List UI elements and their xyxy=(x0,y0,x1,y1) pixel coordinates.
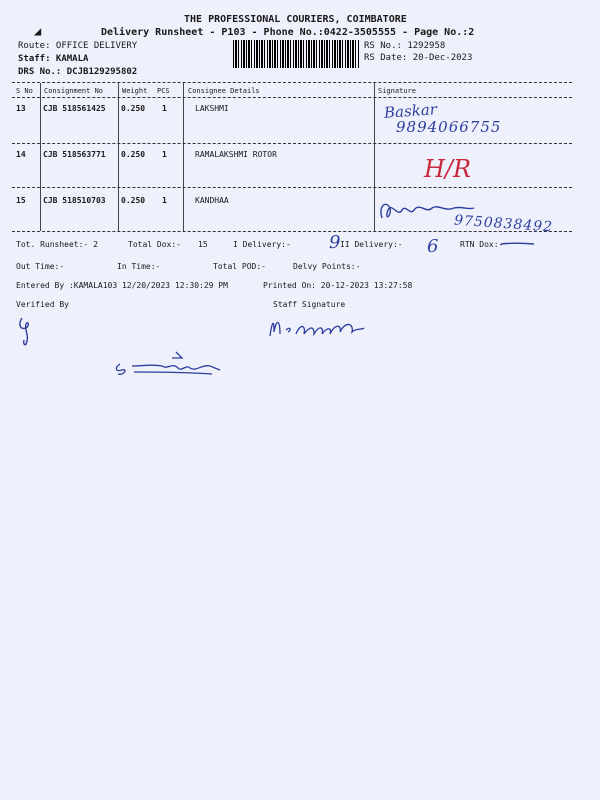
entered-by: Entered By :KAMALA103 12/20/2023 12:30:29 PM xyxy=(16,281,228,290)
row-rule xyxy=(12,143,572,144)
col-divider xyxy=(374,83,375,231)
row-pcs: 1 xyxy=(162,150,167,159)
handwritten-name: Baskar xyxy=(383,100,438,122)
delvy-points: Delvy Points:- xyxy=(293,262,361,271)
row-rule xyxy=(12,187,572,188)
total-dox-label: Total Dox:- xyxy=(128,240,181,249)
company-title: THE PROFESSIONAL COURIERS, COIMBATORE xyxy=(184,14,407,25)
rtn-dox-dash xyxy=(500,241,536,247)
ii-delivery-label: II Delivery:- xyxy=(340,240,403,249)
staff-label: Staff: KAMALA xyxy=(18,54,89,64)
runsheet-title: Delivery Runsheet - P103 - Phone No.:0422-3505555 - Page No.:2 xyxy=(101,27,475,38)
rs-number: RS No.: 1292958 xyxy=(364,41,446,51)
i-delivery-label: I Delivery:- xyxy=(233,240,291,249)
row-consignment: CJB 518563771 xyxy=(43,150,106,159)
total-pod: Total POD:- xyxy=(213,262,266,271)
verified-by-label: Verified By xyxy=(16,300,69,309)
row-weight: 0.250 xyxy=(121,104,146,113)
col-divider xyxy=(40,83,41,231)
col-header-sno: S No xyxy=(16,87,33,95)
in-time: In Time:- xyxy=(117,262,161,271)
staff-signature-label: Staff Signature xyxy=(273,300,346,309)
tot-runsheet: Tot. Runsheet:- 2 xyxy=(16,240,98,249)
table-header-rule xyxy=(12,97,572,98)
col-header-pcs: PCS xyxy=(157,87,170,95)
row-sno: 13 xyxy=(16,104,26,113)
rtn-dox-label: RTN Dox:- xyxy=(460,240,504,249)
row-weight: 0.250 xyxy=(121,150,146,159)
handwritten-phone: 9750838492 xyxy=(453,212,554,236)
col-header-consignee: Consignee Details xyxy=(188,87,260,95)
table-top-rule xyxy=(12,82,572,83)
row-sno: 14 xyxy=(16,150,26,159)
col-divider xyxy=(183,83,184,231)
handwritten-mark: H/R xyxy=(424,155,472,183)
row-consignee: RAMALAKSHMI ROTOR xyxy=(195,150,277,159)
bottom-signature-scribble xyxy=(112,348,224,380)
row-consignee: LAKSHMI xyxy=(195,104,229,113)
rs-date: RS Date: 20-Dec-2023 xyxy=(364,53,473,63)
corner-mark: ◢ xyxy=(34,24,42,38)
row-consignment: CJB 518561425 xyxy=(43,104,106,113)
ii-delivery-handwritten: 6 xyxy=(427,236,439,257)
route-label: Route: OFFICE DELIVERY xyxy=(18,41,138,51)
out-time: Out Time:- xyxy=(16,262,65,271)
col-header-consignment: Consignment No xyxy=(44,87,104,95)
row-consignment: CJB 518510703 xyxy=(43,196,106,205)
handwritten-phone: 9894066755 xyxy=(396,118,502,136)
barcode-image xyxy=(233,40,360,68)
row-consignee: KANDHAA xyxy=(195,196,229,205)
col-divider xyxy=(118,83,119,231)
row-weight: 0.250 xyxy=(121,196,146,205)
staff-signature-scribble xyxy=(266,312,370,342)
row-pcs: 1 xyxy=(162,104,167,113)
row-pcs: 1 xyxy=(162,196,167,205)
table-bottom-rule xyxy=(12,231,572,232)
col-header-signature: Signature xyxy=(378,87,416,95)
col-header-weight: Weight xyxy=(122,87,148,95)
verified-signature xyxy=(16,314,42,348)
row-sno: 15 xyxy=(16,196,26,205)
printed-on: Printed On: 20-12-2023 13:27:58 xyxy=(263,281,413,290)
i-delivery-handwritten: 9 xyxy=(329,232,341,253)
total-dox-value: 15 xyxy=(198,240,208,249)
drs-number: DRS No.: DCJB129295802 xyxy=(18,67,138,77)
